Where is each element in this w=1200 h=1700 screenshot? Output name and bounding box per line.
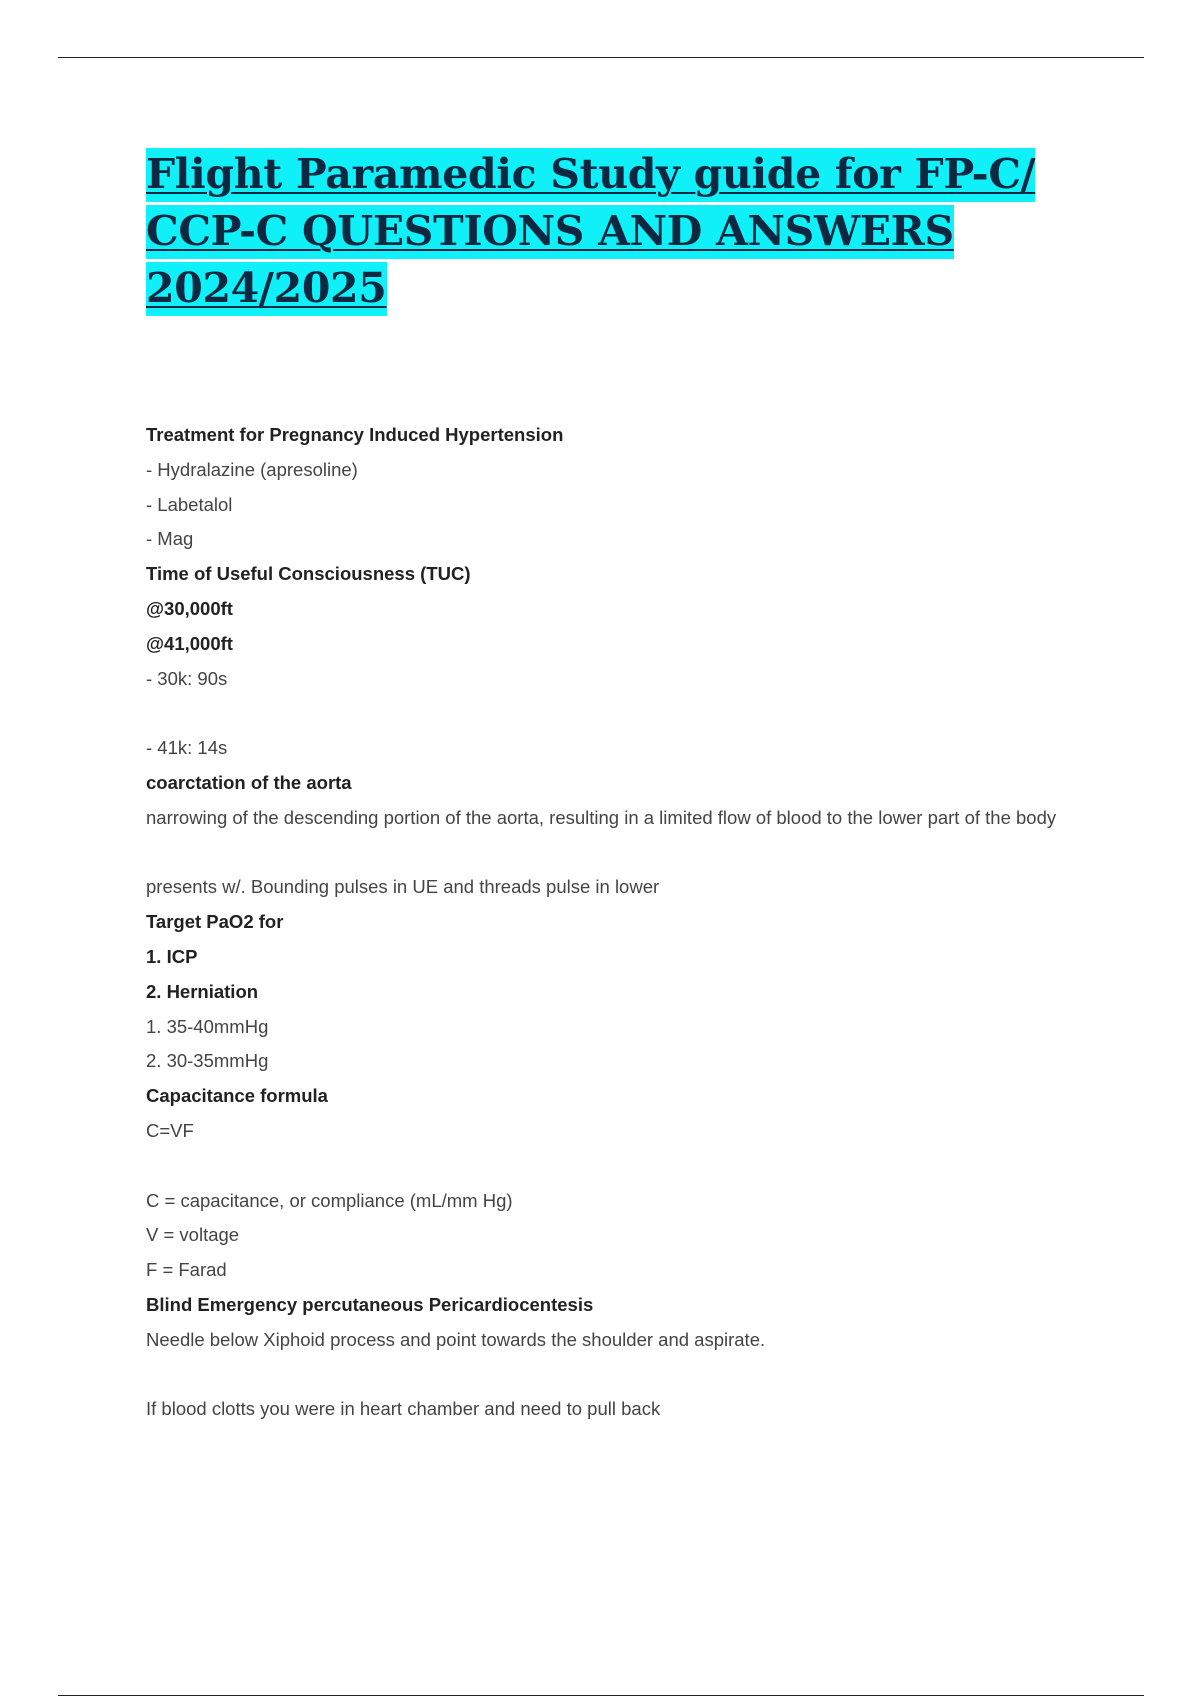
answer-line: V = voltage	[146, 1224, 240, 1246]
answer-line: If blood clotts you were in heart chamber and need to pull back	[146, 1398, 661, 1420]
answer-line: presents w/. Bounding pulses in UE and threads pulse in lower	[146, 876, 660, 898]
answer-line: Needle below Xiphoid process and point towards the shoulder and aspirate.	[146, 1328, 766, 1350]
title-line-3: 2024/2025	[146, 262, 387, 316]
question-line: 2. Herniation	[146, 980, 259, 1002]
question-line: Treatment for Pregnancy Induced Hypertension	[146, 424, 564, 445]
blank-line	[146, 1358, 1096, 1393]
answer-line: - 30k: 90s	[146, 667, 228, 689]
top-rule	[58, 57, 1144, 58]
question-line: @41,000ft	[146, 632, 233, 654]
answer-line: 2. 30-35mmHg	[146, 1050, 269, 1072]
question-line: Blind Emergency percutaneous Pericardiocentesis	[146, 1293, 594, 1315]
answer-line: - Hydralazine (apresoline)	[146, 458, 358, 480]
answer-line: 1. 35-40mmHg	[146, 1015, 269, 1037]
title-line-2: CCP-C QUESTIONS AND ANSWERS	[146, 205, 954, 259]
answer-line: C = capacitance, or compliance (mL/mm Hg)	[146, 1189, 513, 1211]
answer-line: - Labetalol	[146, 493, 233, 515]
document-title	[146, 146, 1086, 317]
title-line-1: Flight Paramedic Study guide for FP-C/	[146, 148, 1035, 202]
answer-line: F = Farad	[146, 1259, 227, 1281]
question-line: Capacitance formula	[146, 1085, 328, 1107]
bottom-rule	[58, 1695, 1144, 1696]
answer-line: - Mag	[146, 528, 194, 550]
qa-content	[146, 418, 1096, 1427]
question-line: Target PaO2 for	[146, 911, 284, 933]
question-line: @30,000ft	[146, 597, 233, 619]
answer-line: - 41k: 14s	[146, 737, 228, 759]
blank-line	[146, 696, 1096, 731]
question-line: coarctation of the aorta	[146, 771, 352, 793]
question-line: 1. ICP	[146, 945, 198, 967]
question-line: Time of Useful Consciousness (TUC)	[146, 563, 471, 585]
blank-line	[146, 836, 1096, 871]
blank-line	[146, 1149, 1096, 1184]
answer-line: C=VF	[146, 1119, 194, 1141]
answer-line: narrowing of the descending portion of the aorta, resulting in a limited flow of blood to the lower part of the body	[146, 806, 1057, 828]
